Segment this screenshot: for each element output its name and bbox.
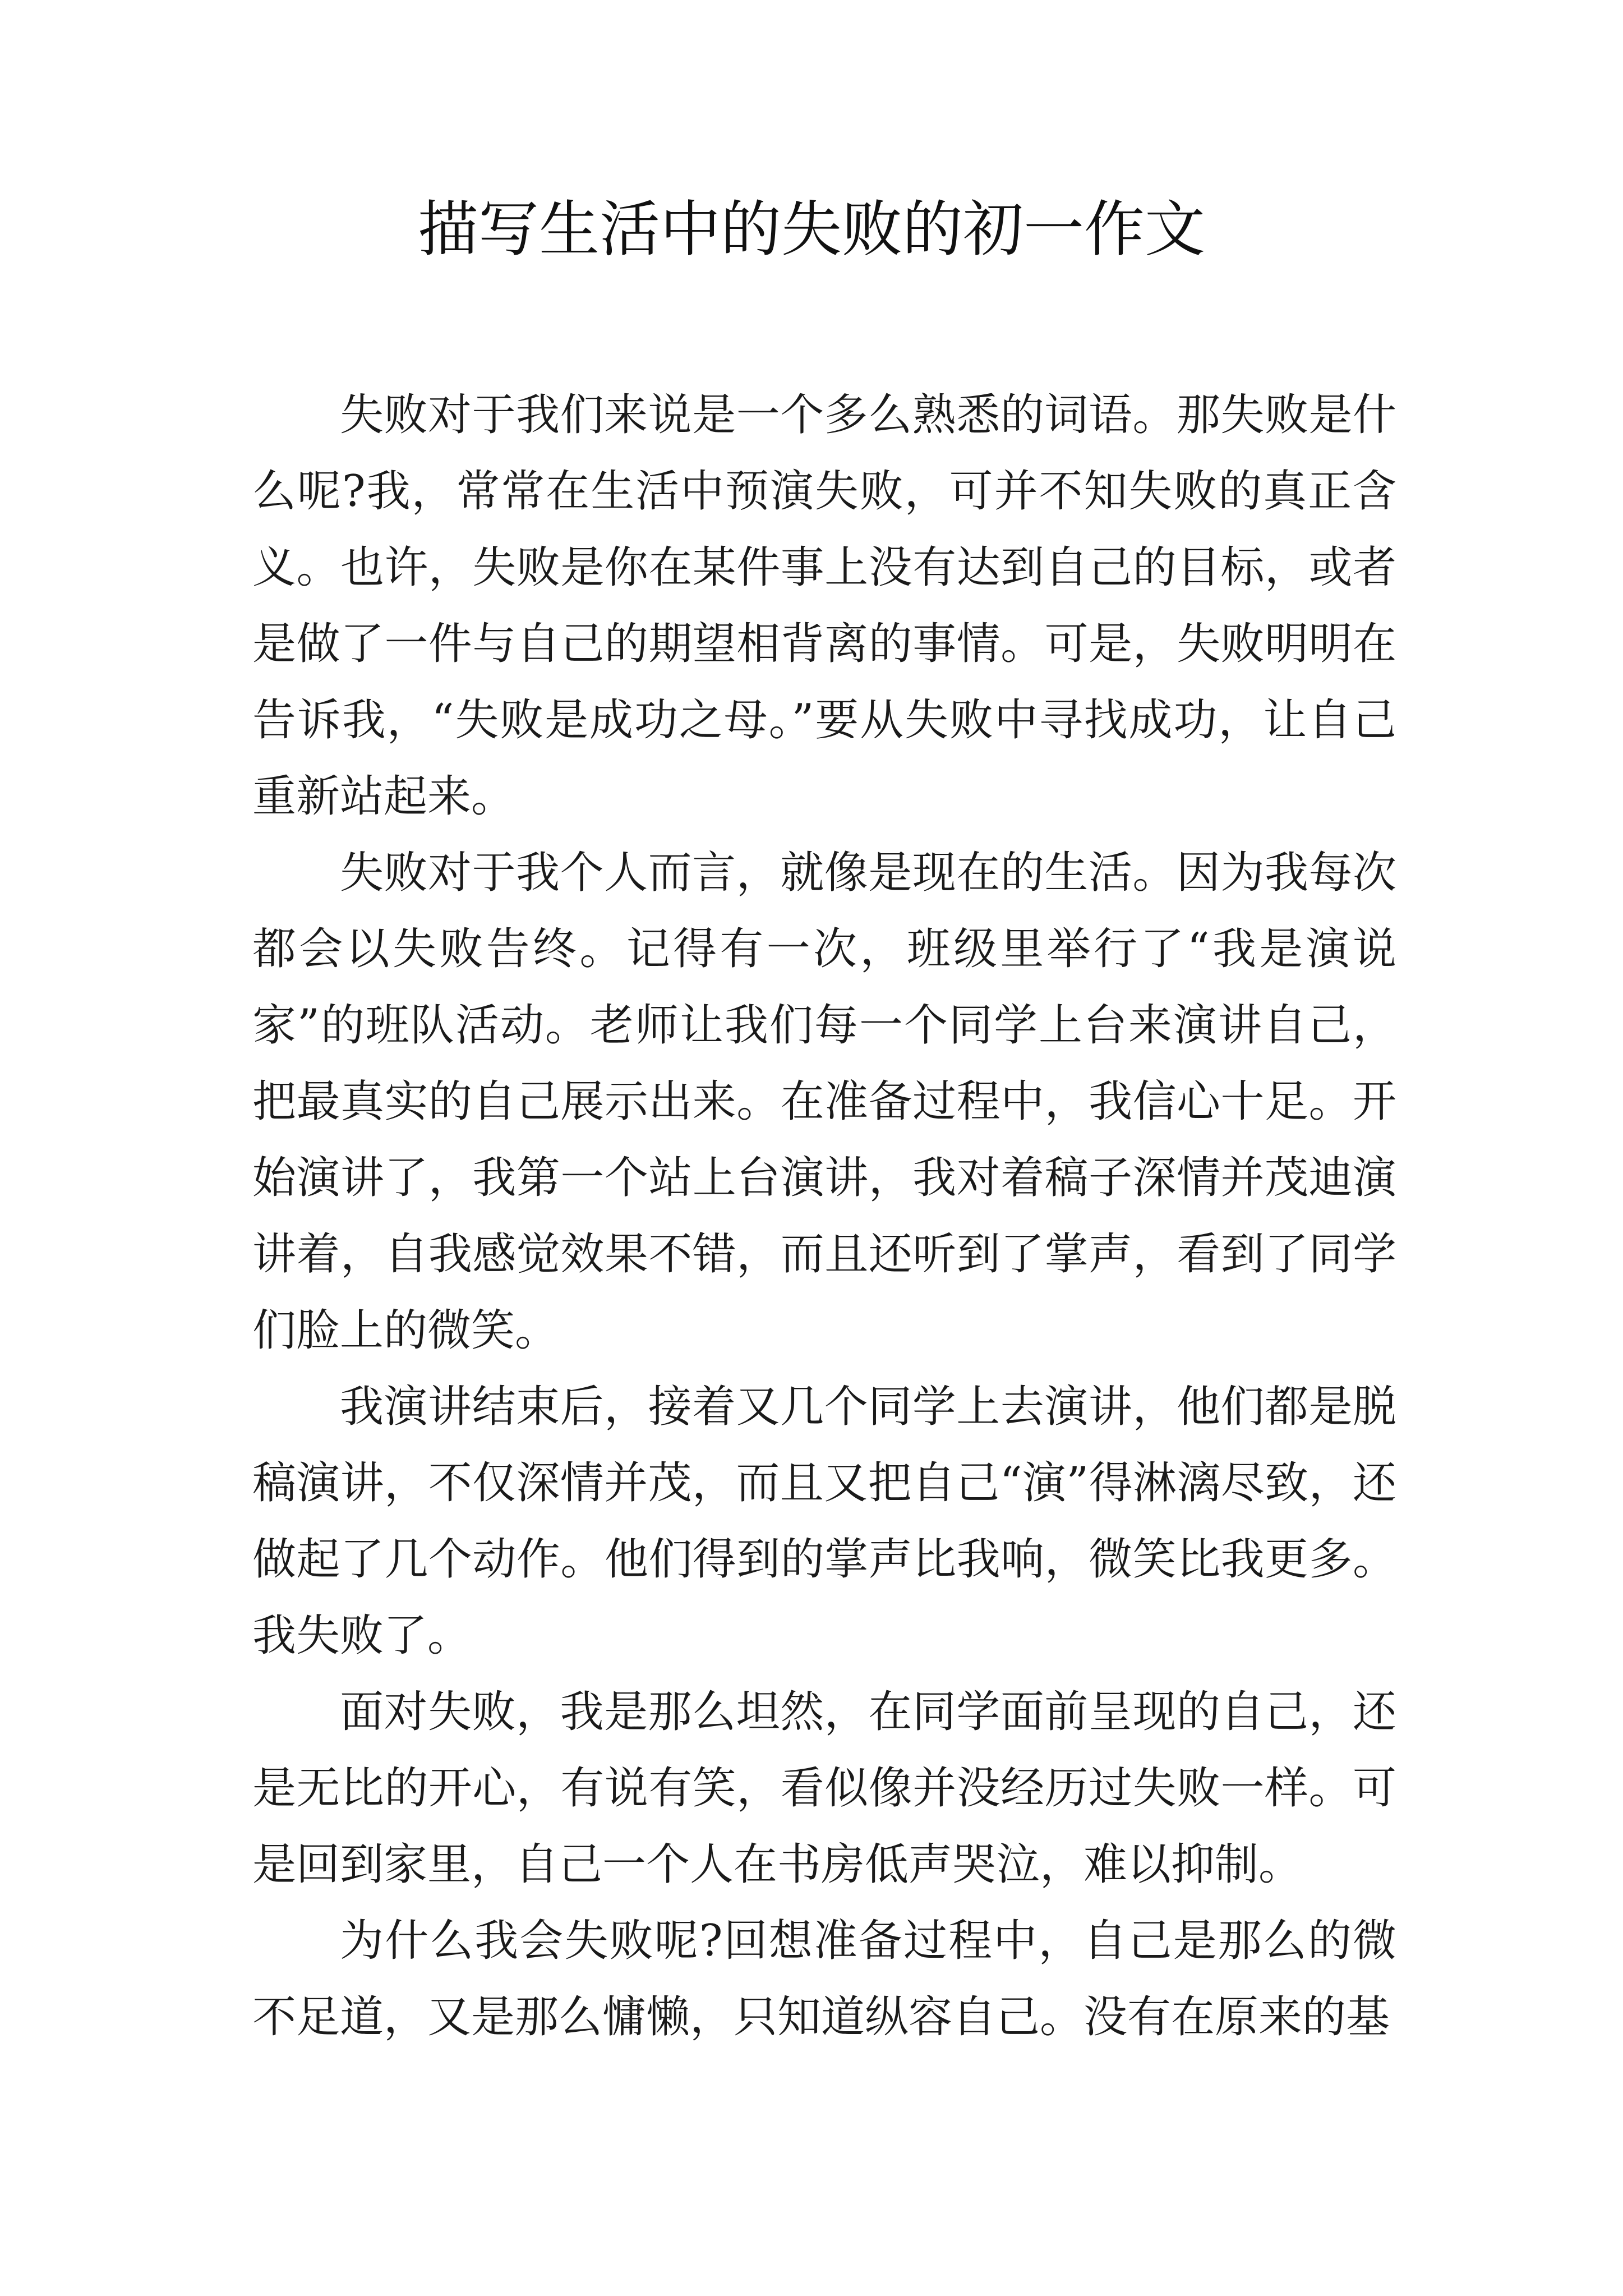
paragraph: 失败对于我个人而言，就像是现在的生活。因为我每次都会以失败告终。记得有一次，班级里举行了“我是演说家”的班队活动。老师让我们每一个同学上台来演讲自己，把最真实的自己展示出来。在准备过程中，我信心十足。开始演讲了，我第一个站上台演讲，我对着稿子深情并茂迪演讲着，自我感觉效果不错，而且还听到了掌声，看到了同学们脸上的微笑。 (252, 848, 1396, 1356)
document-title: 描写生活中的失败的初一作文 (417, 195, 1205, 265)
paragraph: 我演讲结束后，接着又几个同学上去演讲，他们都是脱稿演讲，不仅深情并茂，而且又把自己“演”得淋漓尽致，还做起了几个动作。他们得到的掌声比我响，微笑比我更多。我失败了。 (252, 1382, 1396, 1661)
paragraph: 面对失败，我是那么坦然，在同学面前呈现的自己，还是无比的开心，有说有笑，看似像并没经历过失败一样。可是回到家里，自己一个人在书房低声哭泣，难以抑制。 (252, 1687, 1396, 1890)
paragraph: 失败对于我们来说是一个多么熟悉的词语。那失败是什么呢?我，常常在生活中预演失败，可并不知失败的真正含义。也许，失败是你在某件事上没有达到自己的目标，或者是做了一件与自己的期望相背离的事情。可是，失败明明在告诉我，“失败是成功之母。”要从失败中寻找成功，让自己重新站起来。 (252, 390, 1396, 822)
document-body (252, 377, 1396, 2055)
paragraph: 为什么我会失败呢?回想准备过程中，自己是那么的微不足道，又是那么慵懒，只知道纵容自己。没有在原来的基 (252, 1916, 1396, 2042)
